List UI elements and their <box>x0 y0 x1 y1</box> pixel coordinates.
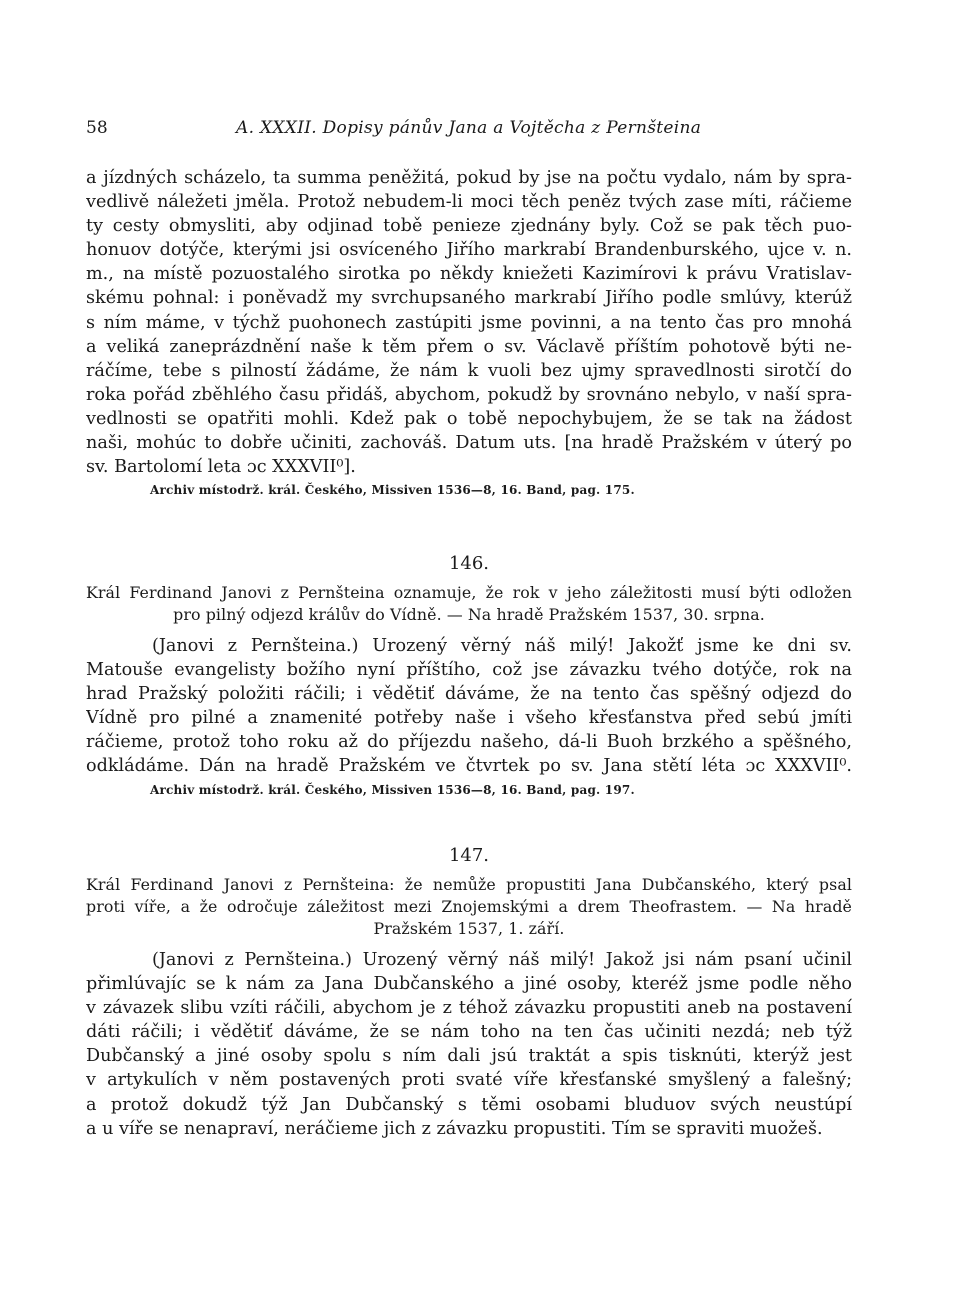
text-line: vedlivě náležeti jměla. Protož nebudem-li moci těch peněz tvých zase míti, ráčieme <box>86 192 852 213</box>
text-line: v artykulích v něm postavených proti svaté víře křesťanské smyšlený a falešný; <box>86 1070 852 1091</box>
regest-line: proti víře, a že odročuje záležitost mezi Znojemskými a drem Theofrastem. — Na hradě <box>86 897 852 916</box>
text-line: a u víře se nenapraví, neráčieme jich z závazku propustiti. Tím se spraviti muožeš. <box>86 1118 823 1139</box>
text-line: (Janovi z Pernšteina.) Urozený věrný náš milý! Jakožť jsme ke dni sv. <box>152 636 852 656</box>
text-line: sv. Bartolomí leta ɔc XXXVII⁰]. <box>86 457 356 478</box>
running-title: A. XXXII. Dopisy pánův Jana a Vojtěcha z Pernšteina <box>236 118 702 138</box>
regest-line: pro pilný odjezd králův do Vídně. — Na hradě Pražském 1537, 30. srpna. <box>173 605 765 624</box>
regest-line: Pražském 1537, 1. září. <box>373 919 565 938</box>
regest-line: Král Ferdinand Janovi z Pernšteina oznamuje, že rok v jeho záležitosti musí býti odložen <box>86 583 852 602</box>
text-line: Dubčanský a jiné osoby spolu s ním dali jsú traktát a spis tisknúti, kterýž jest <box>86 1046 852 1067</box>
document-regest <box>86 874 852 940</box>
page-header <box>86 118 874 142</box>
document-regest <box>86 582 852 626</box>
text-line: hrad Pražský položiti ráčili; i vědětiť dáváme, že na tento čas spěšný odjezd do <box>86 684 852 705</box>
document-146 <box>86 546 852 801</box>
text-line: dáti ráčili; i vědětiť dáváme, že se nám toho na ten čas učiniti nezdá; neb týž <box>86 1022 852 1043</box>
document-number: 147. <box>448 845 490 866</box>
page-number: 58 <box>86 118 108 138</box>
text-line: naši, mohúc to dobře učiniti, zachováš. Datum uts. [na hradě Pražském v úterý po <box>86 433 852 454</box>
previous-letter-continuation <box>86 166 852 501</box>
document-147 <box>86 838 852 1141</box>
text-line: roka pořád zběhlého času přidáš, abychom, pokudž by srovnáno nebylo, v naší spra- <box>86 384 852 405</box>
document-number: 146. <box>448 553 490 574</box>
text-line: honuov dotýče, kterými jsi osvíceného Jiřího markrabí Brandenburského, ujce v. n. <box>86 240 852 261</box>
text-line: s ním máme, v týchž puohonech zastúpiti jsme povinni, a na tento čas pro mnohá <box>86 312 852 333</box>
text-line: odkládáme. Dán na hradě Pražském ve čtvrtek po sv. Jana stětí léta ɔc XXXVII⁰. <box>86 756 852 777</box>
text-line: m., na místě pozuostalého sirotka po někdy kniežeti Kazimírovi k právu Vratislav- <box>86 264 852 285</box>
text-line: Matouše evangelisty božího nyní příštího, což jse závazku tvého dotýče, rok na <box>86 660 852 681</box>
text-line: Vídně pro pilné a znamenité potřeby naše i všeho křesťanstva před sebú jmíti <box>86 708 852 729</box>
text-line: ráčieme, protož toho roku až do příjezdu našeho, dá-li Buoh brzkého a spěšného, <box>86 732 852 753</box>
text-line: přimlúvajíc se k nám za Jana Dubčanského a jiné osoby, kteréž jsme podle něho <box>86 974 852 995</box>
text-line: (Janovi z Pernšteina.) Urozený věrný náš milý! Jakož jsi nám psaní učinil <box>152 950 852 970</box>
text-line: ráčíme, tebe s pilností žádáme, že nám k vuoli bez ujmy spravedlnosti sirotčí do <box>86 360 852 381</box>
text-line: a veliká zaneprázdnění naše k těm přem o sv. Václavě příštím pohotově býti ne- <box>86 336 852 357</box>
text-line: ty cesty obmysliti, aby odjinad tobě penieze zjednány byly. Což se pak těch puo- <box>86 216 852 237</box>
text-line: v závazek slibu vzíti ráčili, abychom je z téhož závazku propustiti aneb na postavení <box>86 998 852 1019</box>
regest-line: Král Ferdinand Janovi z Pernšteina: že nemůže propustiti Jana Dubčanského, který psal <box>86 875 852 894</box>
text-line: a protož dokudž týž Jan Dubčanský s těmi osobami bluduov svých neustúpí <box>86 1094 852 1115</box>
text-line: vedlnosti se opatřiti mohli. Kdež pak o tobě nepochybujem, že se tak na žádost <box>86 408 852 429</box>
text-line: a jízdných scházelo, ta summa peněžitá, pokud by jse na počtu vydalo, nám by spra- <box>86 168 852 188</box>
archive-source: Archiv místodrž. král. Českého, Missiven 1536—8, 16. Band, pag. 197. <box>150 782 635 797</box>
archive-source: Archiv místodrž. král. Českého, Missiven 1536—8, 16. Band, pag. 175. <box>150 483 635 498</box>
text-line: skému pohnal: i poněvadž my svrchupsaného markrabí Jiřího podle smlúvy, kterúž <box>86 288 852 309</box>
